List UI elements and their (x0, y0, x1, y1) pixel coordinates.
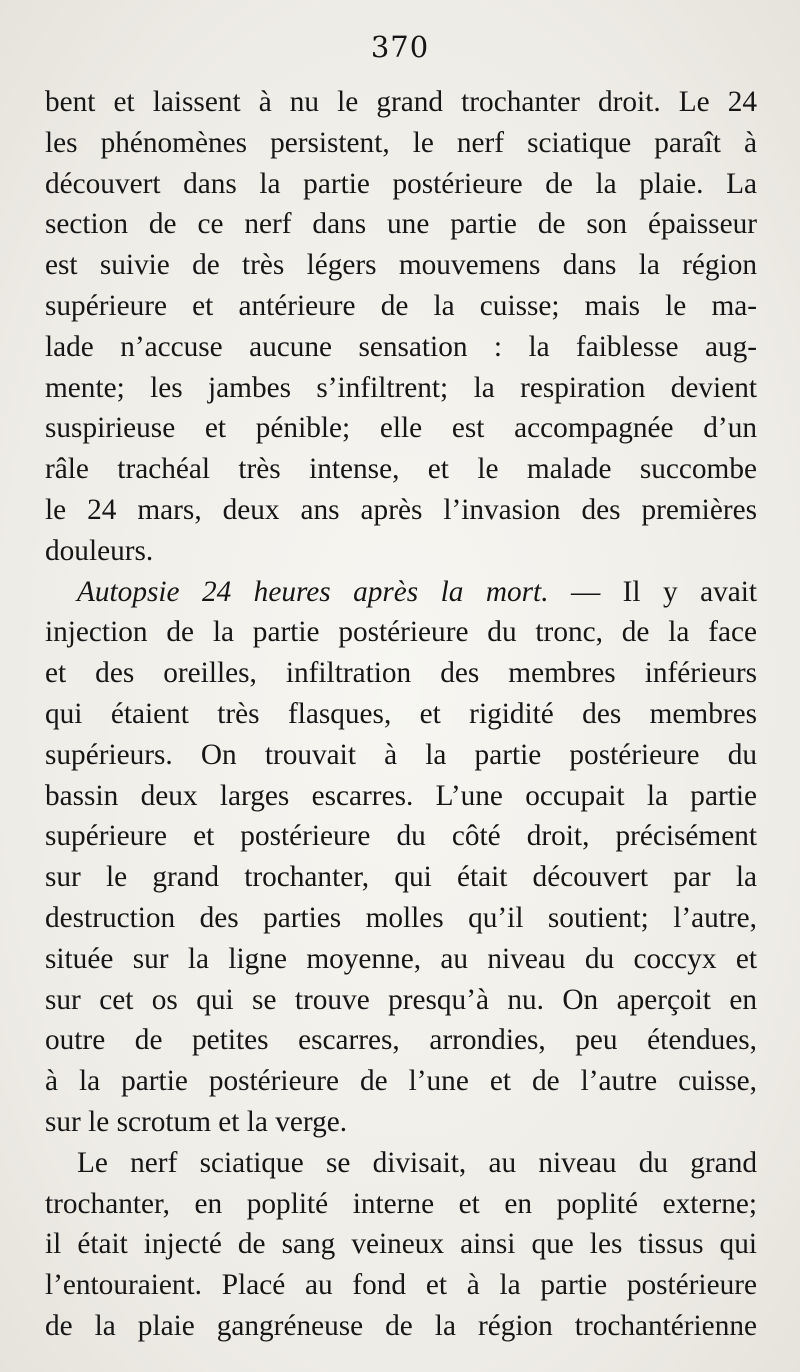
text-line: supérieurs. On trouvait à la partie postérieure du (45, 738, 757, 771)
autopsy-heading-line (45, 572, 757, 613)
text-line: trochanter, en poplité interne et en poplité externe; (45, 1187, 757, 1220)
text-line: supérieure et postérieure du côté droit, précisément (45, 820, 757, 853)
text-line: suspirieuse et pénible; elle est accompagnée d’un (45, 412, 757, 445)
text-fragment: — Il y avait (548, 575, 757, 608)
text-line: l’entouraient. Placé au fond et à la partie postérieure (45, 1269, 757, 1302)
text-line: et des oreilles, infiltration des membres inférieurs (45, 657, 757, 690)
text-line: située sur la ligne moyenne, au niveau du coccyx et (45, 942, 757, 975)
text-line: supérieure et antérieure de la cuisse; mais le ma- (45, 289, 757, 322)
text-line: injection de la partie postérieure du tronc, de la face (45, 616, 757, 649)
text-line: il était injecté de sang veineux ainsi que les tissus qui (45, 1228, 757, 1261)
text-line: sur cet os qui se trouve presqu’à nu. On aperçoit en (45, 983, 757, 1016)
text-line: bent et laissent à nu le grand trochanter droit. Le 24 (45, 86, 757, 118)
text-line: découvert dans la partie postérieure de la plaie. La (45, 167, 757, 200)
text-line: à la partie postérieure de l’une et de l’autre cuisse, (45, 1065, 757, 1098)
body-text (45, 82, 757, 1347)
page-number: 370 (370, 30, 430, 64)
text-line: section de ce nerf dans une partie de son épaisseur (45, 208, 757, 241)
text-line: douleurs. (45, 534, 154, 567)
text-line: de la plaie gangréneuse de la région trochantérienne (45, 1309, 757, 1342)
text-line: le 24 mars, deux ans après l’invasion des premières (45, 493, 757, 526)
text-line: qui étaient très flasques, et rigidité des membres (45, 697, 757, 730)
text-line: sur le scrotum et la verge. (45, 1105, 348, 1138)
text-line: mente; les jambes s’infiltrent; la respiration devient (45, 371, 757, 404)
text-line: lade n’accuse aucune sensation : la faiblesse aug- (45, 330, 757, 363)
autopsy-heading: Autopsie 24 heures après la mort. (77, 575, 549, 608)
text-line: les phénomènes persistent, le nerf sciatique paraît à (45, 126, 757, 159)
text-line: râle trachéal très intense, et le malade succombe (45, 453, 757, 486)
text-line: est suivie de très légers mouvemens dans la région (45, 249, 757, 282)
text-line: bassin deux larges escarres. L’une occupait la partie (45, 779, 757, 812)
text-line: destruction des parties molles qu’il soutient; l’autre, (45, 901, 757, 934)
text-line: Le nerf sciatique se divisait, au niveau du grand (77, 1146, 757, 1179)
text-line: outre de petites escarres, arrondies, peu étendues, (45, 1024, 757, 1057)
text-line: sur le grand trochanter, qui était découvert par la (45, 861, 757, 894)
